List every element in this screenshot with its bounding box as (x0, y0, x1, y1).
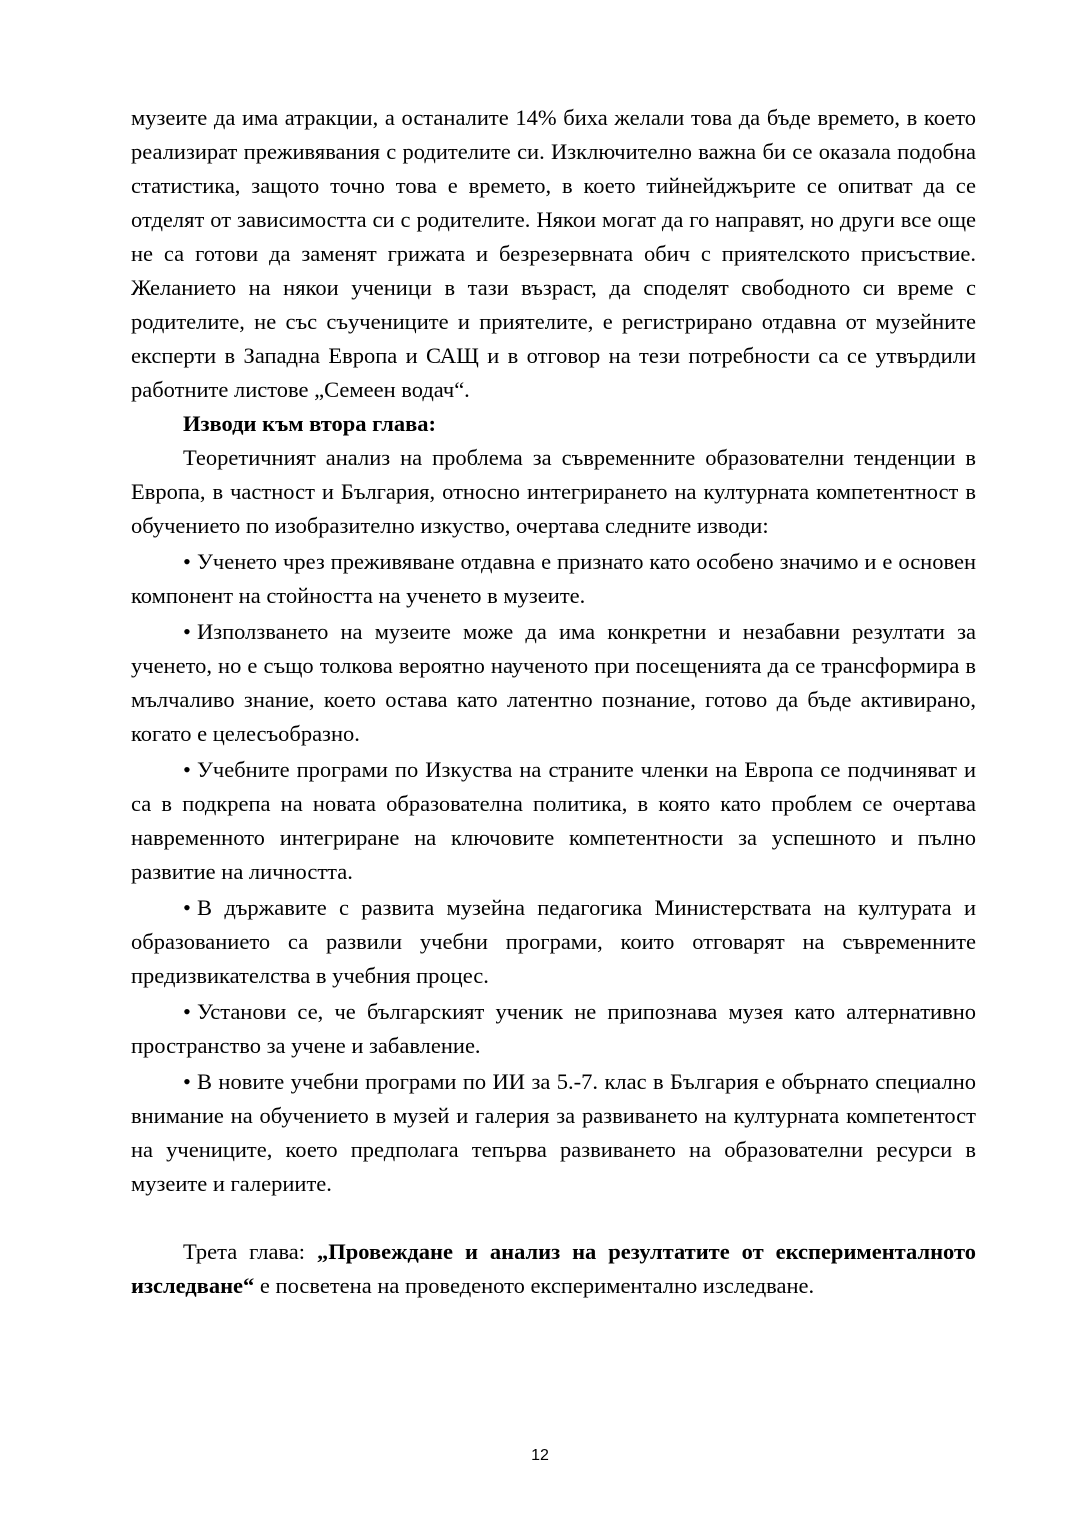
bullet-icon: • (183, 549, 191, 574)
bullet-icon: • (183, 1069, 191, 1094)
conclusion-text: Учебните програми по Изкуства на страните членки на Европа се подчиняват и са в подкрепа на новата образователна политика, в която като проблем се очертава навременното интегриране на ключовите компетентности за успешното и пълно развитие на личността. (131, 757, 976, 884)
conclusion-item-2 (131, 615, 976, 751)
conclusion-text: Ученето чрез преживяване отдавна е признато като особено значимо и е основен компонент на стойността на ученето в музеите. (131, 549, 976, 608)
document-page (131, 101, 976, 1303)
analysis-paragraph: Теоретичният анализ на проблема за съвременните образователни тенденции в Европа, в частност и България, относно интегрирането на културната компетентност в обучението по изобразително изкуство, очертава следните изводи: (131, 445, 976, 538)
page-number: 12 (531, 1447, 549, 1464)
bullet-icon: • (183, 895, 191, 920)
conclusion-item-5 (131, 995, 976, 1063)
bullet-icon: • (183, 999, 191, 1024)
intro-paragraph: музеите да има атракции, а останалите 14% биха желали това да бъде времето, в което реализират преживявания с родителите си. Изключително важна би се оказала подобна статистика, защото точно това е времето, в което тийнейджърите се опитват да се отделят от зависимостта си с родителите. Някои могат да го направят, но други все още не са готови да заменят грижата и безрезервната обич с приятелското присъствие. Желанието на някои ученици в тази възраст, да споделят свободното си време с родителите, не със съучениците и приятелите, е регистрирано отдавна от музейните експерти в Западна Европа и САЩ и в отговор на тези потребности са се утвърдили работните листове „Семеен водач“. (131, 105, 976, 402)
bullet-icon: • (183, 619, 191, 644)
chapter-prefix: Трета глава: (183, 1239, 317, 1264)
conclusion-item-4 (131, 891, 976, 993)
chapter-title: „Провеждане и анализ на резултатите от експерименталното изследване“ (131, 1239, 977, 1298)
conclusion-text: В новите учебни програми по ИИ за 5.-7. клас в България е обърнато специално внимание на обучението в музей и галерия за развиването на културната компетентост на учениците, което предполага тепърва развиването на образователни ресурси в музеите и галериите. (131, 1069, 976, 1196)
conclusion-text: Установи се, че българският ученик не припознава музея като алтернативно пространство за учене и забавление. (131, 999, 976, 1058)
conclusion-text: Използването на музеите може да има конкретни и незабавни резултати за ученето, но е също толкова вероятно наученото при посещенията да се трансформира в мълчаливо знание, което остава като латентно познание, готово да бъде активирано, когато е целесъобразно. (131, 619, 976, 746)
bullet-icon: • (183, 757, 191, 782)
conclusion-text: В държавите с развита музейна педагогика Министерствата на културата и образованието са развили учебни програми, които отговарят на съвременните предизвикателства в учебния процес. (131, 895, 976, 988)
conclusion-item-6 (131, 1065, 976, 1201)
conclusion-item-1 (131, 545, 976, 613)
section-heading: Изводи към втора глава: (183, 411, 436, 436)
paragraph-gap (131, 1201, 976, 1235)
conclusion-item-3 (131, 753, 976, 889)
chapter-paragraph (131, 1235, 976, 1303)
chapter-suffix: е посветена на проведеното експериментално изследване. (254, 1273, 815, 1298)
